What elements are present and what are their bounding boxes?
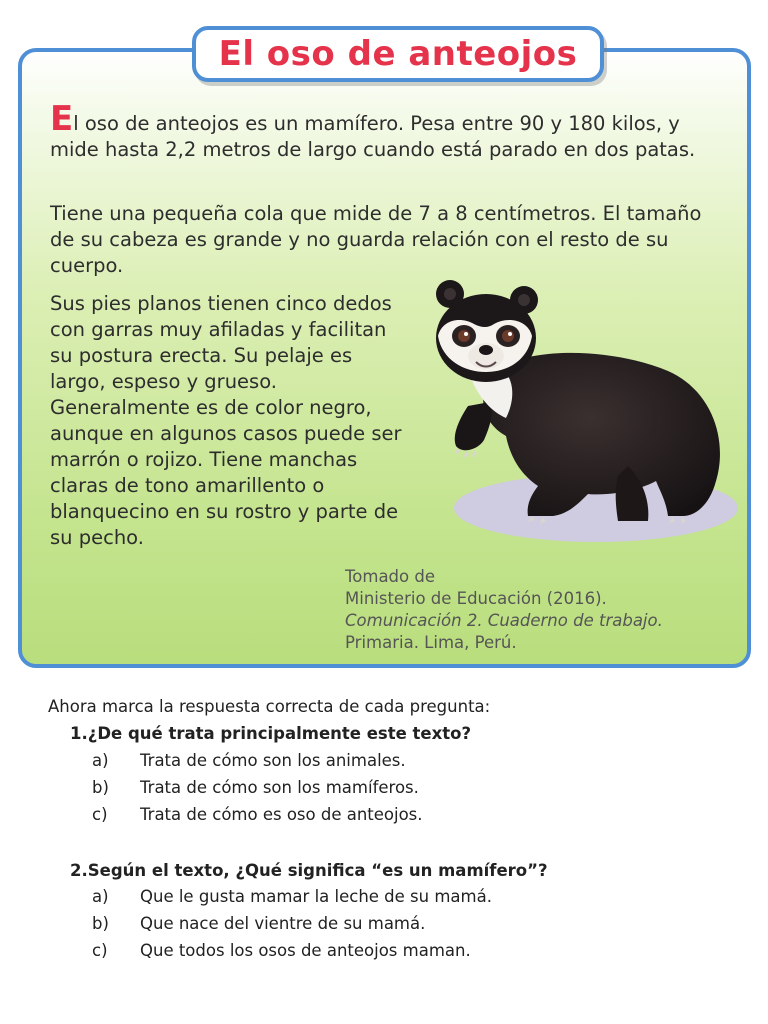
option-text: Trata de cómo es oso de anteojos. <box>140 805 423 824</box>
option-letter: c) <box>92 805 108 824</box>
paragraph-1-text: l oso de anteojos es un mamífero. Pesa entre 90 y 180 kilos, y mide hasta 2,2 metros de largo cuando está parado en dos patas. <box>50 112 696 161</box>
option-text: Que nace del vientre de su mamá. <box>140 914 426 933</box>
reading-title: El oso de anteojos <box>218 34 578 74</box>
reading-title-box <box>192 26 604 82</box>
question-1-number: 1. <box>70 724 88 743</box>
drop-cap: E <box>50 99 74 139</box>
source-citation <box>345 566 745 654</box>
spectacled-bear-illustration <box>428 276 738 544</box>
option-text: Que todos los osos de anteojos maman. <box>140 941 471 960</box>
question-1 <box>70 723 471 745</box>
paragraph-1 <box>50 99 730 163</box>
option-letter: a) <box>92 751 109 770</box>
option-text: Trata de cómo son los mamíferos. <box>140 778 419 797</box>
option-text: Que le gusta mamar la leche de su mamá. <box>140 887 492 906</box>
option-letter: b) <box>92 778 109 797</box>
option-letter: b) <box>92 914 109 933</box>
instructions: Ahora marca la respuesta correcta de cada pregunta: <box>48 697 491 716</box>
question-2 <box>70 860 548 882</box>
question-2-number: 2. <box>70 861 88 880</box>
paragraph-3: Sus pies planos tienen cinco dedos con garras muy afiladas y facilitan su postura erecta. Su pelaje es largo, espeso y grueso. Generalmente es de color negro, aunque en algunos casos puede ser marrón o rojizo. Tiene manchas claras de tono amarillento o blanquecino en su rostro y parte de su pecho. <box>50 292 402 549</box>
source-line-3: Comunicación 2. Cuaderno de trabajo. <box>345 611 663 630</box>
source-line-1: Tomado de <box>345 567 435 586</box>
question-1-text: ¿De qué trata principalmente este texto? <box>87 724 472 743</box>
paragraph-2: Tiene una pequeña cola que mide de 7 a 8 centímetros. El tamaño de su cabeza es grande y no guarda relación con el resto de su cuerpo. <box>50 202 702 277</box>
option-text: Trata de cómo son los animales. <box>140 751 406 770</box>
question-2-text: Según el texto, ¿Qué significa “es un mamífero”? <box>87 861 548 880</box>
source-line-2: Ministerio de Educación (2016). <box>345 589 607 608</box>
option-letter: a) <box>92 887 109 906</box>
option-letter: c) <box>92 941 108 960</box>
source-line-4: Primaria. Lima, Perú. <box>345 633 517 652</box>
